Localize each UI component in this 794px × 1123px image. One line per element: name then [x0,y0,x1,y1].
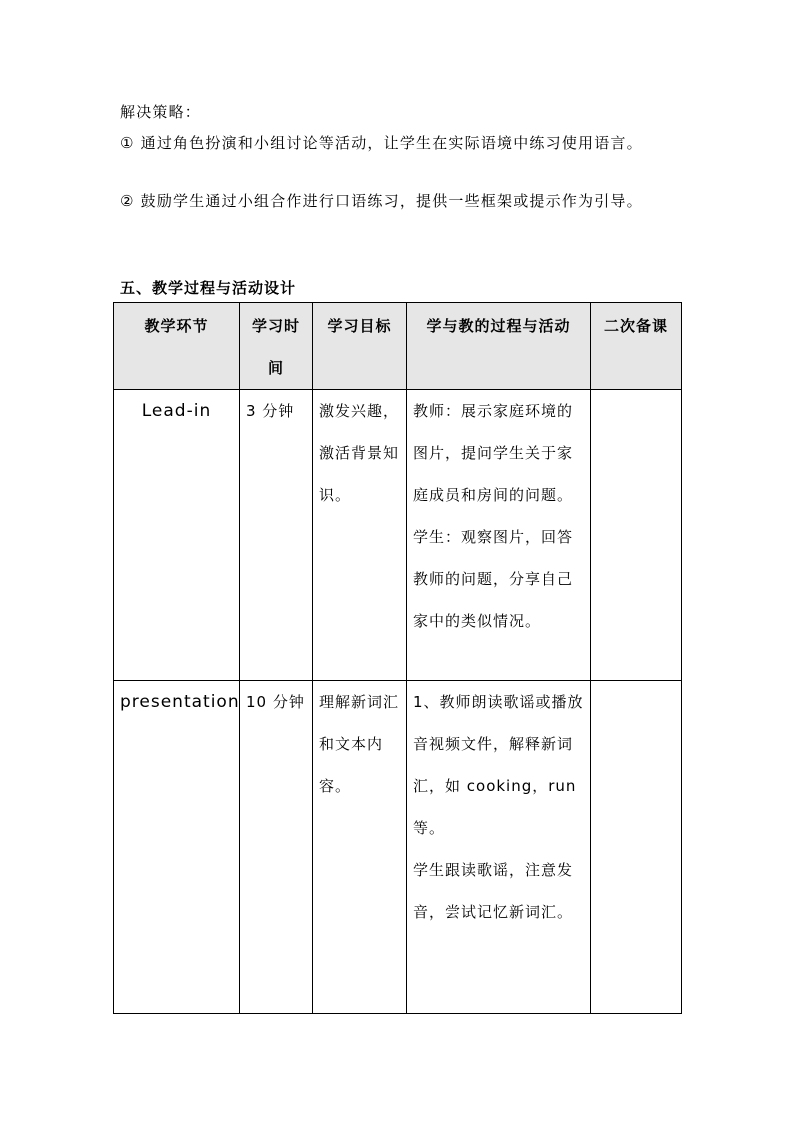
process-cell [407,681,591,1014]
process-cell [407,390,591,681]
stage-cell: Lead-in [114,390,240,681]
process-paragraph: 教师：展示家庭环境的图片，提问学生关于家庭成员和房间的问题。 [413,402,574,504]
header-time: 学习时间 [240,303,313,390]
header-goal: 学习目标 [313,303,407,390]
process-paragraph: 学生：观察图片，回答教师的问题，分享自己家中的类似情况。 [413,528,574,630]
strategy-item-2: ② 鼓励学生通过小组合作进行口语练习，提供一些框架或提示作为引导。 [120,192,643,210]
process-paragraph: 1、教师朗读歌谣或播放音视频文件，解释新词汇，如 cooking，run 等。 [413,693,584,837]
notes-cell [591,390,682,681]
header-process: 学与教的过程与活动 [407,303,591,390]
process-paragraph: 学生跟读歌谣，注意发音，尝试记忆新词汇。 [413,861,574,921]
strategy-item-1: ① 通过角色扮演和小组讨论等活动，让学生在实际语境中练习使用语言。 [120,134,643,152]
notes-cell [591,681,682,1014]
goal-cell: 理解新词汇和文本内容。 [313,681,407,1014]
table-row [114,390,682,681]
time-cell: 10 分钟 [240,681,313,1014]
header-stage: 教学环节 [114,303,240,390]
time-cell: 3 分钟 [240,390,313,681]
stage-cell: presentation [114,681,240,1014]
section-heading: 五、教学过程与活动设计 [120,279,297,297]
table-header-row [114,303,682,390]
strategy-heading: 解决策略： [120,103,202,121]
teaching-process-table [113,302,682,1014]
table-row [114,681,682,1014]
goal-cell: 激发兴趣，激活背景知识。 [313,390,407,681]
header-notes: 二次备课 [591,303,682,390]
